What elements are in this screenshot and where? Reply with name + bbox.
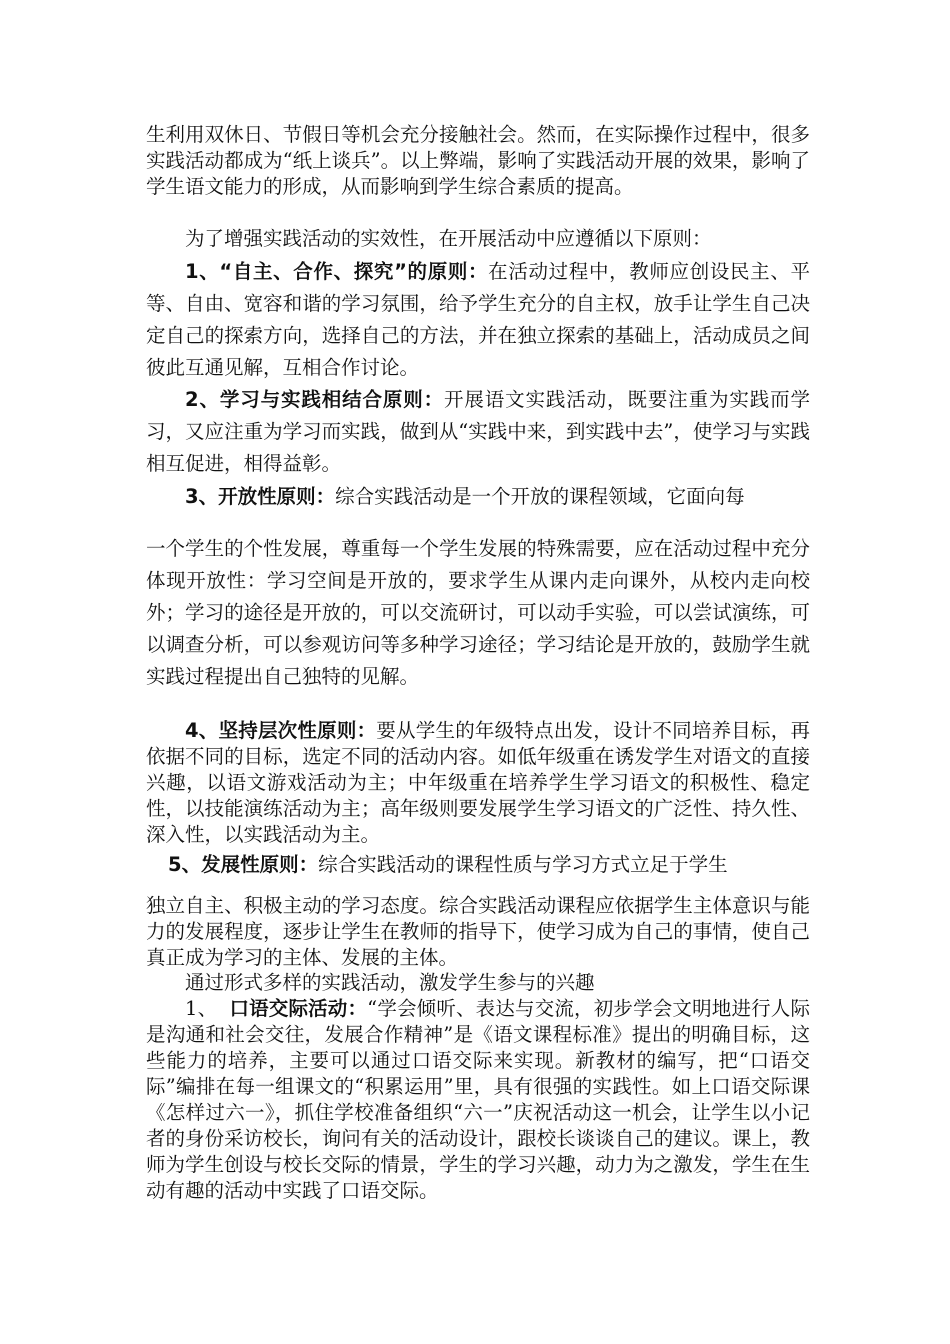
- paragraph-activities-lead: 通过形式多样的实践活动，激发学生参与的兴趣: [185, 971, 595, 994]
- principle-5-text-line1: 综合实践活动的课程性质与学习方式立足于学生: [318, 853, 728, 876]
- principle-4-heading: 4、坚持层次性原则：: [185, 719, 377, 742]
- paragraph-principle-3-first-line: [146, 481, 810, 513]
- principle-2-text: 开展语文实践活动，既要注重为实践而学习，又应注重为学习而实践，做到从“实践中来，到实践中去”，使学习与实践相互促进，相得益彰。: [146, 388, 810, 475]
- principle-3-heading: 3、开放性原则：: [185, 485, 336, 508]
- paragraph-principles-lead: 为了增强实践活动的实效性，在开展活动中应遵循以下原则：: [185, 227, 712, 250]
- principle-1-text: 在活动过程中，教师应创设民主、平等、自由、宽容和谐的学习氛围，给予学生充分的自主权，放手让学生自己决定自己的探索方向，选择自己的方法，并在独立探索的基础上，活动成员之间彼此互通见解，互相合作讨论。: [146, 260, 810, 379]
- paragraph-oral-communication: [146, 996, 810, 1204]
- paragraph-principle-5-body: 独立自主、积极主动的学习态度。综合实践活动课程应依据学生主体意识与能力的发展程度，逐步让学生在教师的指导下，使学习成为自己的事情，使自己真正成为学习的主体、发展的主体。: [146, 894, 810, 969]
- principle-1-heading: 1、“自主、合作、探究”的原则：: [185, 260, 489, 283]
- activity-1-number: 1、: [185, 997, 218, 1020]
- paragraph-principle-1: [146, 256, 810, 384]
- principle-3-text-line1: 综合实践活动是一个开放的课程领域，它面向每: [335, 485, 745, 508]
- paragraph-principle-2: [146, 384, 810, 480]
- paragraph-principle-4: [146, 718, 810, 848]
- paragraph-principle-3-body: 一个学生的个性发展，尊重每一个学生发展的特殊需要，应在活动过程中充分体现开放性：学习空间是开放的，要求学生从课内走向课外，从校内走向校外；学习的途径是开放的，可以交流研讨，可以动手实验，可以尝试演练，可以调查分析，可以参观访问等多种学习途径；学习结论是开放的，鼓励学生就实践过程提出自己独特的见解。: [146, 537, 810, 688]
- principle-5-heading: 5、发展性原则：: [168, 853, 319, 876]
- activity-1-text: “学会倾听、表达与交流，初步学会文明地进行人际是沟通和社会交往，发展合作精神”是《语文课程标准》提出的明确目标，这些能力的培养，主要可以通过口语交际来实现。新教材的编写，把“口语交际”编排在每一组课文的“积累运用”里，具有很强的实践性。如上口语交际课《怎样过六一》，抓住学校准备组织“六一”庆祝活动这一机会，让学生以小记者的身份采访校长，询问有关的活动设计，跟校长谈谈自己的建议。课上，教师为学生创设与校长交际的情景，学生的学习兴趣，动力为之激发，学生在生动有趣的活动中实践了口语交际。: [146, 997, 810, 1202]
- activity-1-heading: 口语交际活动：: [229, 997, 368, 1020]
- principle-4-text: 要从学生的年级特点出发，设计不同培养目标，再依据不同的目标，选定不同的活动内容。如低年级重在诱发学生对语文的直接兴趣，以语文游戏活动为主；中年级重在培养学生学习语文的积极性、稳定性，以技能演练活动为主；高年级则要发展学生学习语文的广泛性、持久性、深入性，以实践活动为主。: [146, 719, 810, 846]
- paragraph-intro: 生利用双休日、节假日等机会充分接触社会。然而，在实际操作过程中，很多实践活动都成为“纸上谈兵”。以上弊端，影响了实践活动开展的效果，影响了学生语文能力的形成，从而影响到学生综合素质的提高。: [146, 123, 810, 198]
- principle-2-heading: 2、学习与实践相结合原则：: [185, 388, 445, 411]
- paragraph-principle-5-first-line: [146, 852, 810, 878]
